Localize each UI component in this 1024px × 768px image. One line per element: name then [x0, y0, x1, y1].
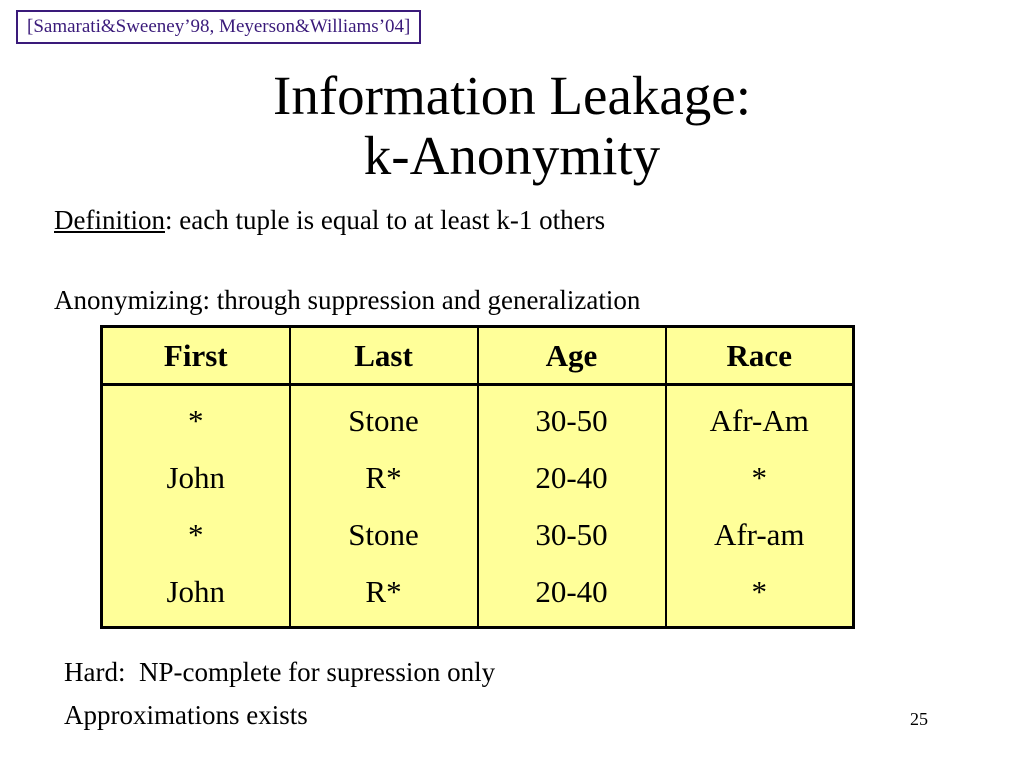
- slide-title-line-2: k-Anonymity: [363, 125, 661, 186]
- definition-text: [54, 204, 605, 236]
- header-first: First: [102, 327, 290, 385]
- table-cell: Stone: [290, 506, 478, 563]
- table-row: [102, 563, 854, 628]
- table-row: [102, 449, 854, 506]
- table-cell: 20-40: [478, 563, 666, 628]
- approximation-note: Approximations exists: [64, 700, 308, 730]
- table-row: [102, 506, 854, 563]
- slide-title: [0, 66, 1024, 186]
- definition-term: Definition: [54, 205, 165, 235]
- table-cell: Afr-Am: [666, 385, 854, 450]
- table-cell: *: [188, 516, 204, 552]
- table-header-row: [102, 327, 854, 385]
- table-cell: *: [188, 402, 204, 438]
- table-cell: Stone: [290, 385, 478, 450]
- definition-body: : each tuple is equal to at least k-1 others: [164, 205, 606, 235]
- table-cell: John: [166, 573, 226, 609]
- citation-box: [Samarati&Sweeney’98, Meyerson&Williams’04]: [16, 10, 421, 44]
- table-cell: R*: [290, 563, 478, 628]
- table-cell: *: [666, 563, 854, 628]
- table-cell: 20-40: [478, 449, 666, 506]
- table-cell: 30-50: [478, 385, 666, 450]
- table-cell: Afr-am: [666, 506, 854, 563]
- table-cell: 30-50: [478, 506, 666, 563]
- slide-number: 25: [910, 709, 928, 729]
- hardness-note: Hard: NP-complete for supression only: [64, 657, 496, 687]
- anonymizing-text: Anonymizing: through suppression and generalization: [54, 285, 641, 315]
- table-cell: John: [166, 459, 226, 495]
- header-race: Race: [666, 327, 854, 385]
- table-row: [102, 385, 854, 450]
- header-age: Age: [478, 327, 666, 385]
- slide-title-line-1: Information Leakage:: [273, 65, 751, 126]
- header-last: Last: [290, 327, 478, 385]
- table-cell: R*: [290, 449, 478, 506]
- table-cell: *: [666, 449, 854, 506]
- anonymized-table: [100, 325, 855, 629]
